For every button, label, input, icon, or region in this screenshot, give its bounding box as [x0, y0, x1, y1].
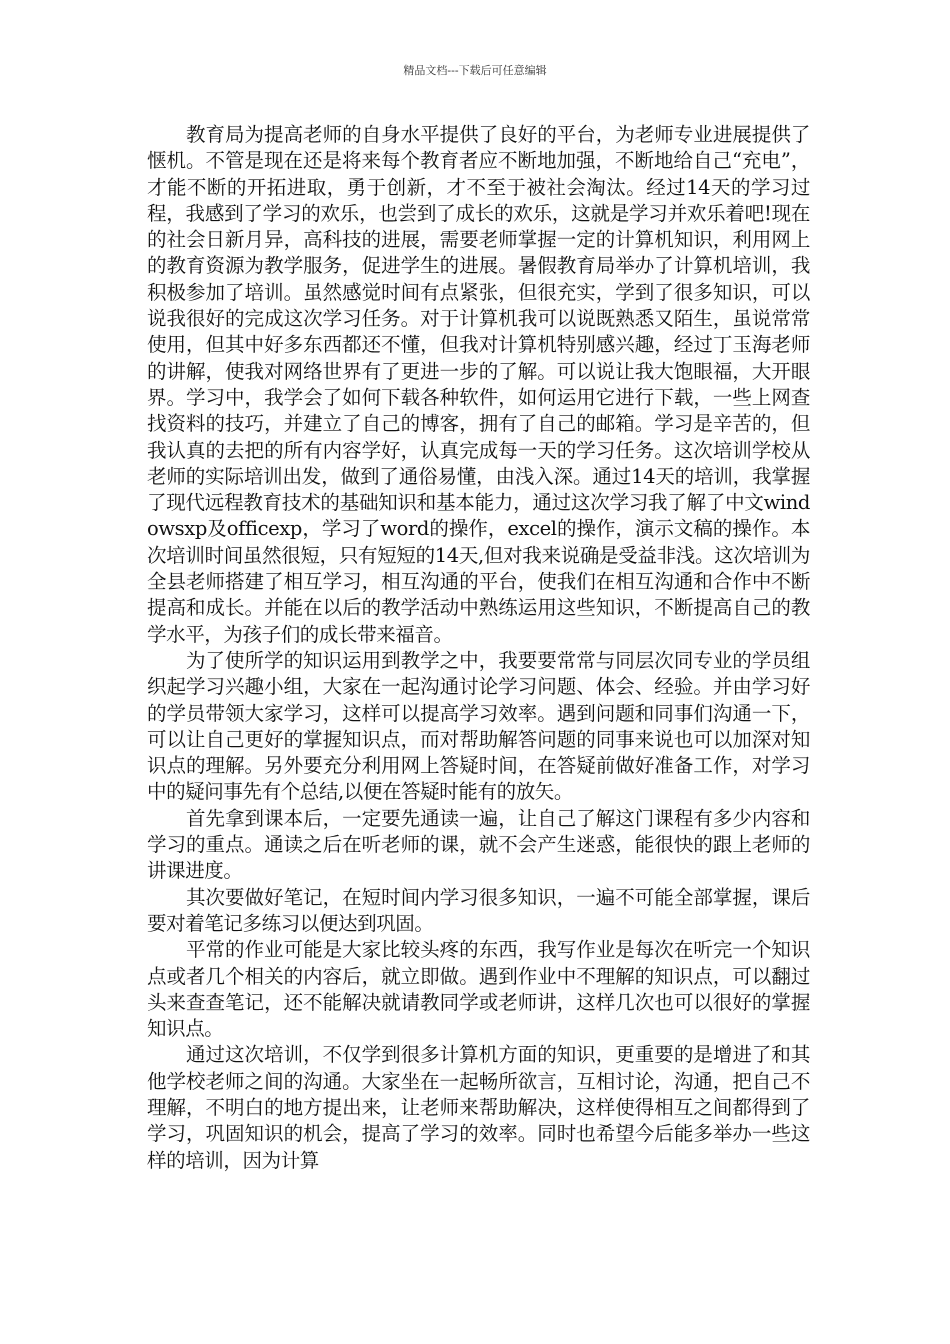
paragraph-3: 首先拿到课本后，一定要先通读一遍，让自己了解这门课程有多少内容和学习的重点。通读之后在听老师的课，就不会产生迷惑，能很快的跟上老师的讲课进度。	[147, 806, 810, 883]
paragraph-1: 教育局为提高老师的自身水平提供了良好的平台，为老师专业进展提供了惬机。不管是现在还是将来每个教育者应不断地加强，不断地给自己“充电”，才能不断的开拓进取，勇于创新，才不至于被社会淘汰。经过14天的学习过程，我感到了学习的欢乐，也尝到了成长的欢乐，这就是学习并欢乐着吧!现在的社会日新月异，高科技的进展，需要老师掌握一定的计算机知识，利用网上的教育资源为教学服务，促进学生的进展。暑假教育局举办了计算机培训，我积极参加了培训。虽然感觉时间有点紧张，但很充实，学到了很多知识，可以说我很好的完成这次学习任务。对于计算机我可以说既熟悉又陌生，虽说常常使用，但其中好多东西都还不懂，但我对计算机特别感兴趣，经过丁玉海老师的讲解，使我对网络世界有了更进一步的了解。可以说让我大饱眼福，大开眼界。学习中，我学会了如何下载各种软件，如何运用它进行下载，一些上网查找资料的技巧，并建立了自己的博客，拥有了自己的邮箱。学习是辛苦的，但我认真的去把的所有内容学好，认真完成每一天的学习任务。这次培训学校从老师的实际培训出发，做到了通俗易懂，由浅入深。通过14天的培训，我掌握了现代远程教育技术的基础知识和基本能力，通过这次学习我了解了中文windowsxp及officexp，学习了word的操作，excel的操作，演示文稿的操作。本次培训时间虽然很短，只有短短的14天,但对我来说确是受益非浅。这次培训为全县老师搭建了相互学习，相互沟通的平台，使我们在相互沟通和合作中不断提高和成长。并能在以后的教学活动中熟练运用这些知识，不断提高自己的教学水平，为孩子们的成长带来福音。	[147, 123, 810, 646]
paragraph-6: 通过这次培训，不仅学到很多计算机方面的知识，更重要的是增进了和其他学校老师之间的沟通。大家坐在一起畅所欲言，互相讨论，沟通，把自己不理解，不明白的地方提出来，让老师来帮助解决，这样使得相互之间都得到了学习，巩固知识的机会，提高了学习的效率。同时也希望今后能多举办一些这样的培训，因为计算	[147, 1043, 810, 1172]
paragraph-4: 其次要做好笔记，在短时间内学习很多知识，一遍不可能全部掌握，课后要对着笔记多练习以便达到巩固。	[147, 885, 810, 935]
paragraph-2: 为了使所学的知识运用到教学之中，我要要常常与同层次同专业的学员组织起学习兴趣小组，大家在一起沟通讨论学习问题、体会、经验。并由学习好的学员带领大家学习，这样可以提高学习效率。遇到问题和同事们沟通一下，可以让自己更好的掌握知识点，而对帮助解答问题的同事来说也可以加深对知识点的理解。另外要充分利用网上答疑时间，在答疑前做好准备工作，对学习中的疑问事先有个总结,以便在答疑时能有的放矢。	[147, 648, 810, 804]
document-body	[147, 122, 810, 1174]
page-header: 精品文档---下载后可任意编辑	[403, 64, 547, 77]
paragraph-5: 平常的作业可能是大家比较头疼的东西，我写作业是每次在听完一个知识点或者几个相关的内容后，就立即做。遇到作业中不理解的知识点，可以翻过头来查查笔记，还不能解决就请教同学或老师讲，这样几次也可以很好的掌握知识点。	[147, 938, 810, 1041]
